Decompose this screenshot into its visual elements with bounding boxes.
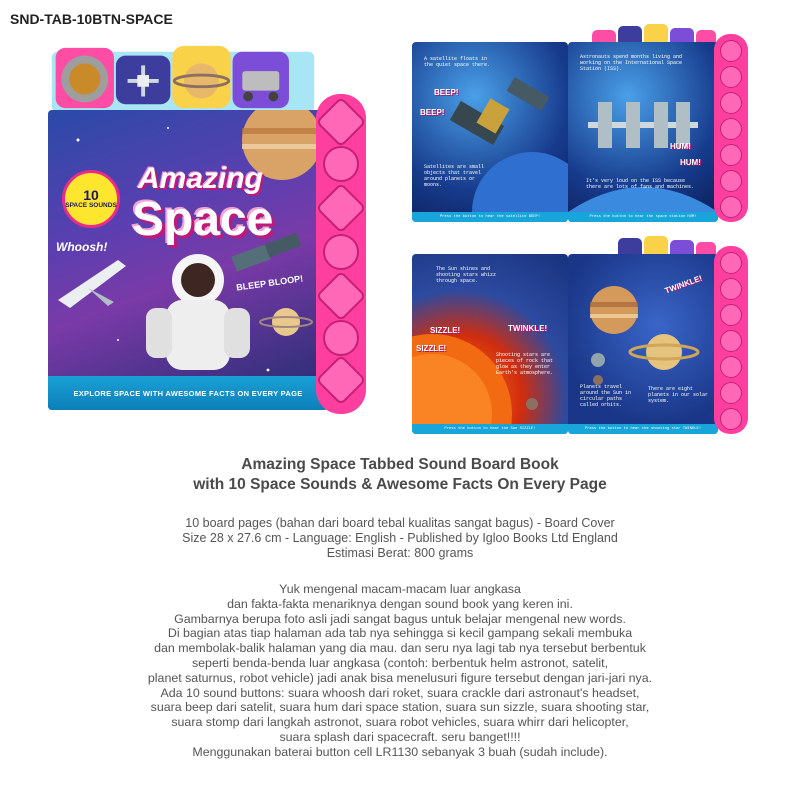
description-line: suara stomp dari langkah astronot, suara robot vehicles, suara whirr dari helicopter, <box>171 715 629 730</box>
spread2-left-bar <box>412 424 568 434</box>
description-line: Di bagian atas tiap halaman ada tab nya sehingga si kecil gampang sekali membuka <box>167 626 633 641</box>
spread2-sound-button <box>720 382 742 404</box>
spread1-sound-button <box>720 170 742 192</box>
spread2-right-text-1: Planets travel around the Sun in circular paths called orbits. <box>580 384 632 408</box>
description-line: Yuk mengenal macam-macam luar angkasa <box>279 582 521 596</box>
spread1-hum-1: HUM! <box>670 142 691 151</box>
product-description <box>0 582 800 760</box>
cover-board <box>48 110 328 410</box>
sound-button-1 <box>316 97 367 148</box>
satellite-illustration <box>412 42 568 222</box>
spread2-sizzle-2: SIZZLE! <box>416 344 447 353</box>
spread1-sound-button <box>720 118 742 140</box>
cover-footer-strip <box>48 376 328 410</box>
spread1-sound-button <box>720 196 742 218</box>
cover-title-amazing: Amazing <box>138 162 264 195</box>
sound-button-4 <box>323 234 359 270</box>
spread1-beep-2: BEEP! <box>420 108 445 117</box>
spread1-right-bottom-text: It's very loud on the ISS because there are lots of fans and machines. <box>586 178 695 190</box>
description-line: suara beep dari satelit, suara hum dari space station, suara sun sizzle, suara shooting star, <box>150 700 650 715</box>
spread1-left-bar <box>412 212 568 222</box>
description-line: dan membolak-balik halaman yang dia mau. dan seru nya lagi tab nya tersebut berbentuk <box>154 641 646 656</box>
description-line: seperti benda-benda luar angkasa (contoh: berbentuk helm astronot, satelit, <box>191 655 609 670</box>
specs-line: Size 28 x 27.6 cm - Language: English - Published by Igloo Books Ltd England <box>182 531 618 545</box>
spread1-hum-2: HUM! <box>680 158 701 167</box>
sound-button-3 <box>316 183 367 234</box>
spread2-right-bar-text: Press the button to hear the shooting star TWINKLE! <box>584 427 702 431</box>
spread2-left-bar-text: Press the button to hear the Sun SIZZLE! <box>444 427 536 431</box>
spread1-sound-button <box>720 92 742 114</box>
spread1-sound-button <box>720 144 742 166</box>
sound-count-badge <box>62 170 120 228</box>
sound-button-2 <box>323 146 359 182</box>
spread2-sound-button <box>720 278 742 300</box>
bleep-label: BLEEP BLOOP! <box>235 273 304 293</box>
spread2-left-mid-text: Shooting stars are pieces of rock that glow as they enter Earth's atmosphere. <box>496 352 554 376</box>
spread2-right-text-2: There are eight planets in our solar system. <box>648 386 709 404</box>
spread1-right-page <box>568 42 718 222</box>
headline-line: Amazing Space Tabbed Sound Board Book <box>241 456 559 473</box>
spread1-right-top-text: Astronauts spend months living and working on the International Space Station (ISS). <box>580 54 683 72</box>
specs-line: Estimasi Berat: 800 grams <box>326 546 474 560</box>
book-spread-satellite-iss <box>412 24 752 228</box>
spread1-left-page <box>412 42 568 222</box>
book-spread-sun-planets <box>412 236 752 440</box>
spread1-left-bar-text: Press the button to hear the satellite BEEP! <box>439 215 541 219</box>
spread2-right-page <box>568 254 718 434</box>
description-line: suara splash dari spacecraft. seru banget!!!! <box>279 729 521 744</box>
spread2-left-page <box>412 254 568 434</box>
headline-line: with 10 Space Sounds & Awesome Facts On Every Page <box>193 476 607 493</box>
spread1-left-bottom-text: Satellites are small objects that travel around planets or moons. <box>424 164 485 188</box>
description-line: Ada 10 sound buttons: suara whoosh dari roket, suara crackle dari astronaut's headset, <box>160 685 640 700</box>
description-line: planet saturnus, robot vehicle) jadi anak bisa menelusuri figure tersebut dengan jari-jari nya. <box>147 670 653 685</box>
spread1-right-bar-text: Press the button to hear the space station HUM! <box>589 215 697 219</box>
cover-footer-text: EXPLORE SPACE WITH AWESOME FACTS ON EVERY PAGE <box>73 388 303 398</box>
sound-button-6 <box>323 320 359 356</box>
sound-button-strip <box>316 94 366 414</box>
spread2-sound-button <box>720 356 742 378</box>
spread2-twinkle-left: TWINKLE! <box>508 324 548 333</box>
description-line: Menggunakan baterai button cell LR1130 sebanyak 3 buah (sudah include). <box>192 744 608 759</box>
spread2-button-strip <box>714 246 748 434</box>
spread1-button-strip <box>714 34 748 222</box>
spread2-sound-button <box>720 252 742 274</box>
sound-button-5 <box>316 271 367 322</box>
product-specs <box>0 516 800 561</box>
specs-line: 10 board pages (bahan dari board tebal kualitas sangat bagus) - Board Cover <box>185 516 615 530</box>
spread1-sound-button <box>720 40 742 62</box>
description-line: dan fakta-fakta menariknya dengan sound book yang keren ini. <box>227 596 573 611</box>
product-headline <box>0 455 800 495</box>
product-code: SND-TAB-10BTN-SPACE <box>10 11 173 27</box>
spread1-left-top-text: A satellite floats in the quiet space there. <box>424 56 491 68</box>
spread1-beep-1: BEEP! <box>434 88 459 97</box>
book-cover-image <box>48 42 366 398</box>
whoosh-label: Whoosh! <box>56 240 108 254</box>
spread2-sound-button <box>720 408 742 430</box>
spread1-sound-button <box>720 66 742 88</box>
spread2-sizzle-1: SIZZLE! <box>430 326 461 335</box>
spread2-right-bar <box>568 424 718 434</box>
spread2-twinkle-right: TWINKLE! <box>663 273 704 296</box>
spread1-right-bar <box>568 212 718 222</box>
badge-text: SPACE SOUNDS <box>65 202 117 209</box>
cover-title-space: Space <box>132 193 274 246</box>
badge-number: 10 <box>83 187 99 203</box>
spread2-left-top-text: The Sun shines and shooting stars whizz through space. <box>436 266 497 284</box>
cover-artwork <box>48 110 328 410</box>
description-line: Gambarnya berupa foto asli jadi sangat bagus untuk belajar mengenal new words. <box>174 611 626 626</box>
spread2-sound-button <box>720 330 742 352</box>
sound-button-7 <box>316 355 367 406</box>
spread2-sound-button <box>720 304 742 326</box>
cover-top-tabs <box>48 42 318 112</box>
